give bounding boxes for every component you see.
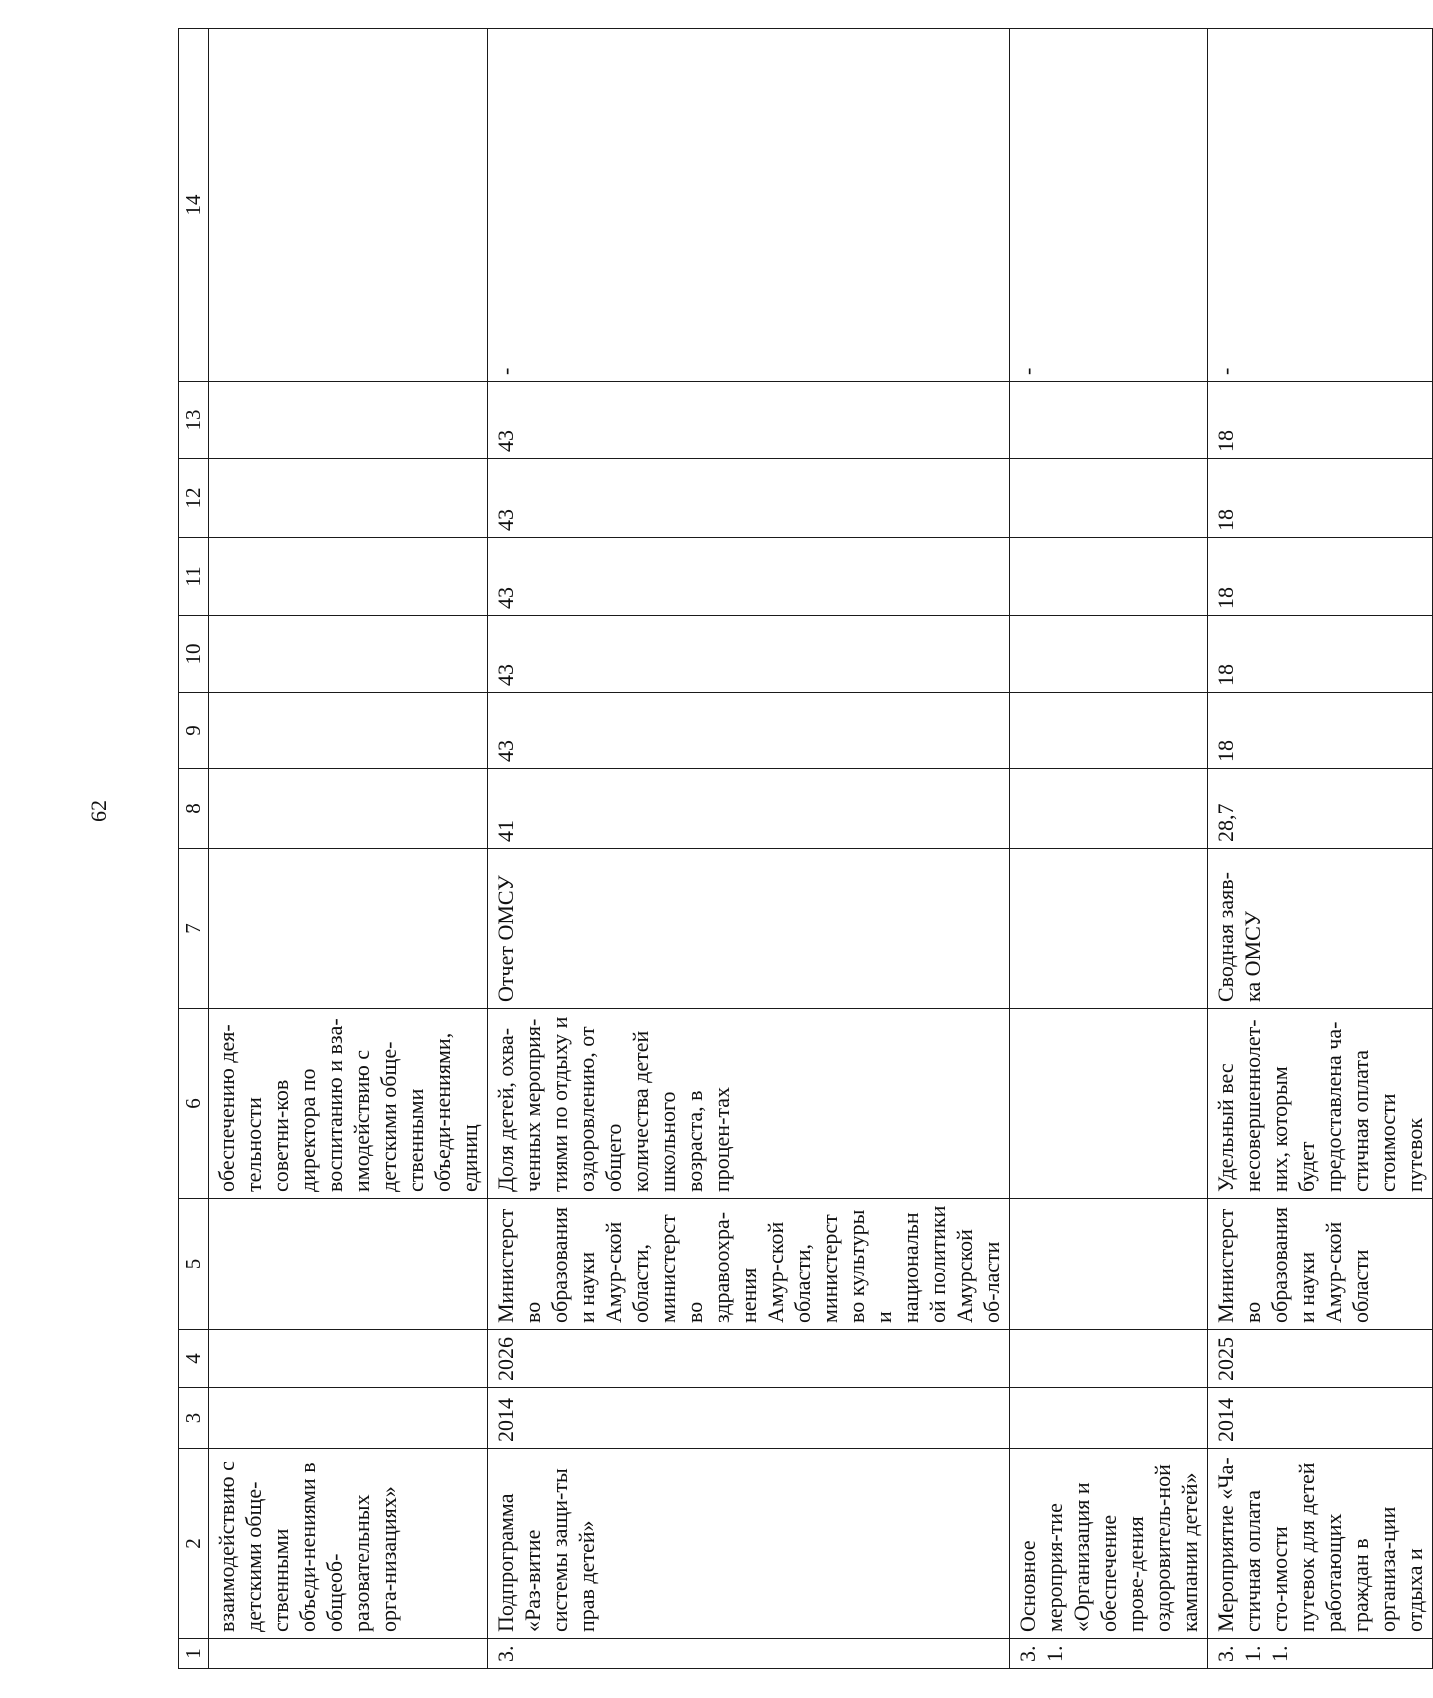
table-row <box>209 29 488 1669</box>
program-table <box>178 28 1433 1669</box>
cell-value: 18 <box>1208 693 1433 769</box>
cell-value: 43 <box>488 693 1010 769</box>
cell-source <box>1010 849 1208 1009</box>
cell-value: 43 <box>488 459 1010 538</box>
cell-end-year <box>1010 1330 1208 1388</box>
cell-name: взаимодействию с детскими обще-ственными объеди-нениями в общеоб-разовательных орга-низациях» <box>209 1449 488 1639</box>
cell-start-year <box>209 1388 488 1449</box>
cell-value <box>209 693 488 769</box>
cell-responsible <box>209 1199 488 1330</box>
header-cell: 2 <box>179 1449 209 1639</box>
header-cell: 10 <box>179 616 209 693</box>
header-cell: 14 <box>179 29 209 382</box>
cell-responsible: Министерство образования и науки Амур-ской области <box>1208 1199 1433 1330</box>
cell-indicator: Удельный вес несовершеннолет-них, которым будет предоставлена ча-стичная оплата стоимости путевок <box>1208 1009 1433 1199</box>
cell-indicator <box>1010 1009 1208 1199</box>
cell-value <box>209 769 488 849</box>
cell-value: 43 <box>488 538 1010 616</box>
cell-start-year <box>1010 1388 1208 1449</box>
rotated-table-wrapper <box>178 29 1427 1669</box>
header-cell: 1 <box>179 1639 209 1669</box>
header-cell: 3 <box>179 1388 209 1449</box>
header-cell: 12 <box>179 459 209 538</box>
cell-value <box>209 459 488 538</box>
header-cell: 6 <box>179 1009 209 1199</box>
cell-value <box>1010 769 1208 849</box>
cell-number: 3.1.1. <box>1208 1639 1433 1669</box>
cell-end-year: 2025 <box>1208 1330 1433 1388</box>
cell-value: 18 <box>1208 459 1433 538</box>
page-number: 62 <box>86 800 111 822</box>
header-cell: 8 <box>179 769 209 849</box>
header-cell: 13 <box>179 382 209 459</box>
cell-value: 28,7 <box>1208 769 1433 849</box>
cell-source: Отчет ОМСУ <box>488 849 1010 1009</box>
cell-value: 18 <box>1208 616 1433 693</box>
header-cell: 4 <box>179 1330 209 1388</box>
cell-value: - <box>1010 29 1208 382</box>
cell-name: Основное мероприя-тие «Организация и обеспечение прове-дения оздоровитель-ной кампании детей» <box>1010 1449 1208 1639</box>
cell-value: - <box>488 29 1010 382</box>
cell-name: Мероприятие «Ча-стичная оплата сто-имости путевок для детей работающих граждан в организа-ции отдыха и <box>1208 1449 1433 1639</box>
table-row <box>1010 29 1208 1669</box>
cell-responsible: Министерство образования и науки Амур-ской области, министерство здравоохра-нения Амур-ской области, министерство культуры и национальной политики Амурской об-ласти <box>488 1199 1010 1330</box>
table-row <box>488 29 1010 1669</box>
cell-name: Подпрограмма «Раз-витие системы защи-ты прав детей» <box>488 1449 1010 1639</box>
cell-value: 18 <box>1208 382 1433 459</box>
cell-indicator: Доля детей, охва-ченных мероприя-тиями по отдыху и оздоровлению, от общего количества детей школьного возраста, в процен-тах <box>488 1009 1010 1199</box>
cell-source <box>209 849 488 1009</box>
cell-value <box>209 616 488 693</box>
cell-value: 43 <box>488 616 1010 693</box>
header-row <box>179 29 209 1669</box>
cell-indicator: обеспечению дея-тельности советни-ков директора по воспитанию и вза-имодействию с детскими обще-ственными объеди-нениями, единиц <box>209 1009 488 1199</box>
cell-value <box>209 382 488 459</box>
cell-number: 3. <box>488 1639 1010 1669</box>
cell-start-year: 2014 <box>488 1388 1010 1449</box>
header-cell: 11 <box>179 538 209 616</box>
cell-value <box>1010 538 1208 616</box>
cell-value: 41 <box>488 769 1010 849</box>
header-cell: 7 <box>179 849 209 1009</box>
cell-value <box>1010 459 1208 538</box>
cell-end-year: 2026 <box>488 1330 1010 1388</box>
cell-value <box>1010 616 1208 693</box>
cell-value <box>1010 693 1208 769</box>
cell-responsible <box>1010 1199 1208 1330</box>
cell-number <box>209 1639 488 1669</box>
header-cell: 5 <box>179 1199 209 1330</box>
cell-source: Сводная заяв-ка ОМСУ <box>1208 849 1433 1009</box>
cell-number: 3.1. <box>1010 1639 1208 1669</box>
cell-value <box>209 538 488 616</box>
header-cell: 9 <box>179 693 209 769</box>
cell-start-year: 2014 <box>1208 1388 1433 1449</box>
cell-value: 43 <box>488 382 1010 459</box>
cell-value: 18 <box>1208 538 1433 616</box>
table-row <box>1208 29 1433 1669</box>
cell-end-year <box>209 1330 488 1388</box>
cell-value: - <box>1208 29 1433 382</box>
cell-value <box>209 29 488 382</box>
cell-value <box>1010 382 1208 459</box>
